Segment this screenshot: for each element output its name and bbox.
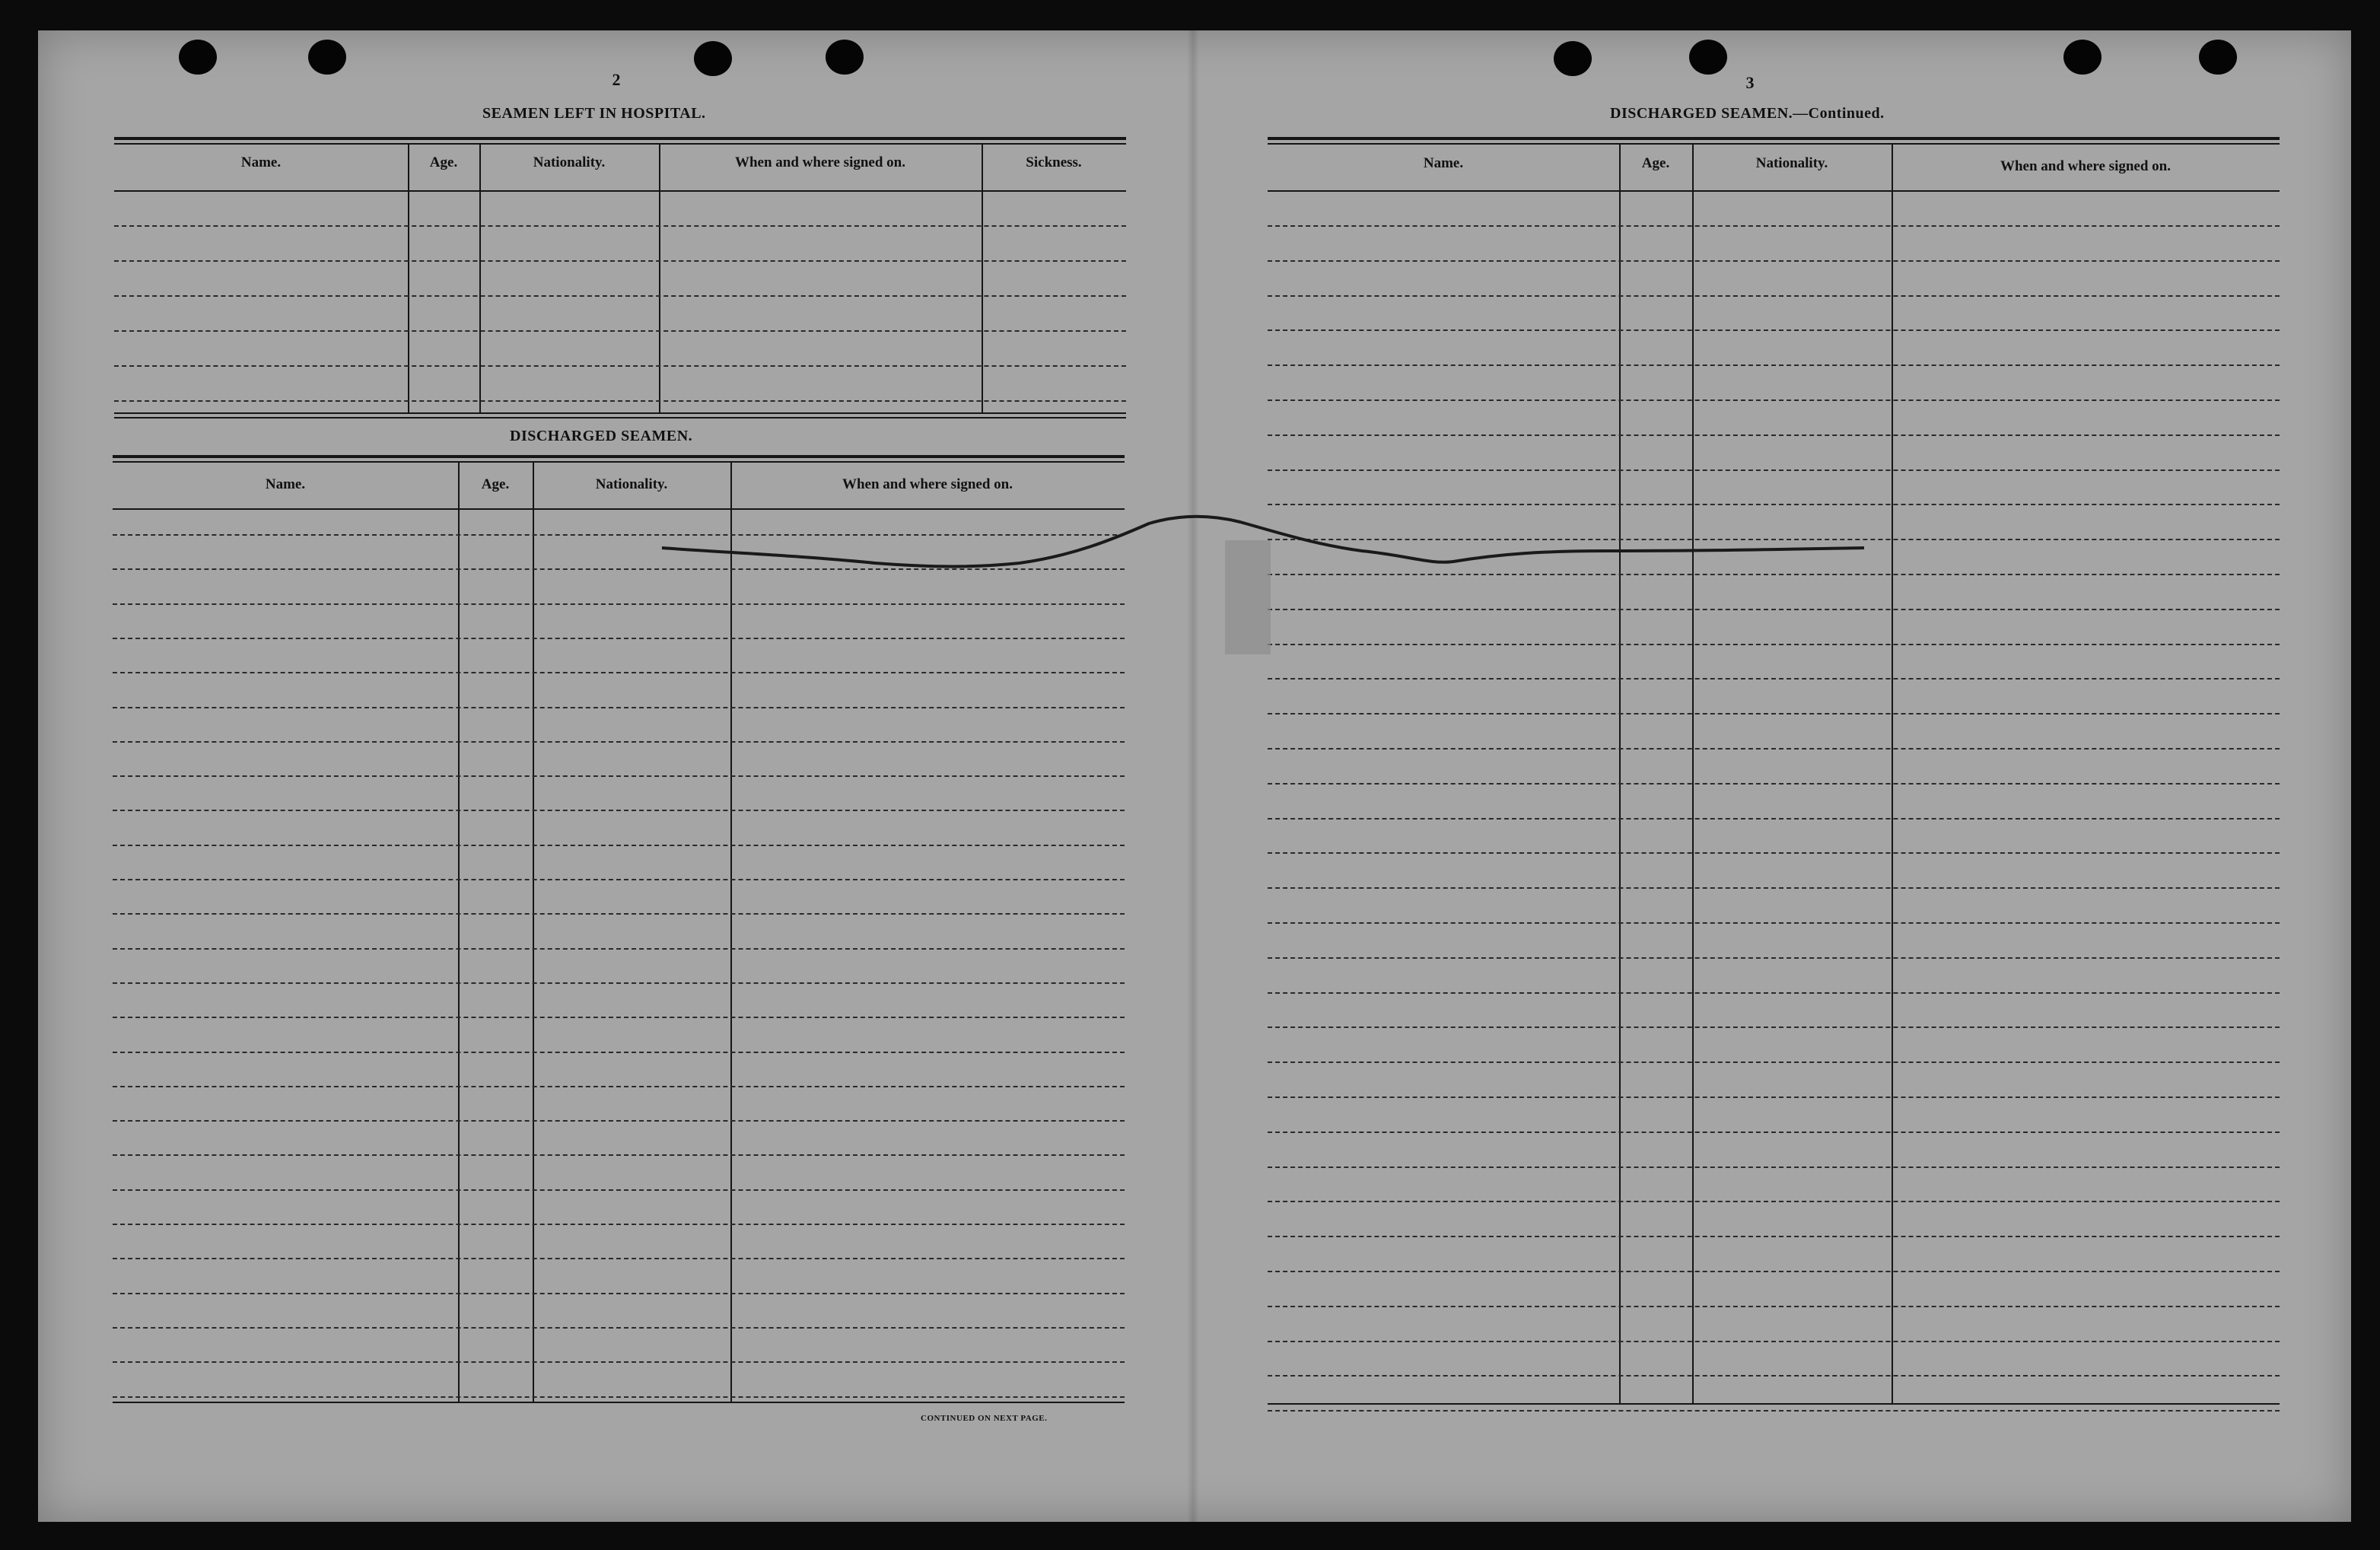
column-header-sickness: Sickness.	[1026, 154, 1082, 170]
discharged-continued-title: DISCHARGED SEAMEN.—Continued.	[1610, 105, 1885, 122]
column-header-age: Age.	[1641, 155, 1670, 171]
column-header-name: Name.	[240, 154, 282, 170]
paper-tear	[38, 30, 2351, 1522]
page-number: 2	[612, 70, 621, 89]
column-header-signed-on: When and where signed on.	[734, 154, 905, 170]
page-number: 3	[1745, 73, 1755, 92]
hospital-section-title: SEAMEN LEFT IN HOSPITAL.	[482, 105, 706, 122]
discharged-section-title: DISCHARGED SEAMEN.	[510, 428, 693, 444]
column-header-name: Name.	[1423, 155, 1464, 171]
column-header-nationality: Nationality.	[595, 476, 668, 492]
continued-note: CONTINUED ON NEXT PAGE.	[921, 1414, 1048, 1423]
column-header-signed-on: When and where signed on.	[842, 476, 1013, 492]
column-header-nationality: Nationality.	[1755, 155, 1828, 171]
column-header-nationality: Nationality.	[533, 154, 606, 170]
column-header-age: Age.	[481, 476, 510, 492]
column-header-name: Name.	[265, 476, 306, 492]
document-scan	[38, 30, 2351, 1522]
column-header-age: Age.	[429, 154, 458, 170]
column-header-signed-on: When and where signed on.	[2000, 158, 2171, 174]
